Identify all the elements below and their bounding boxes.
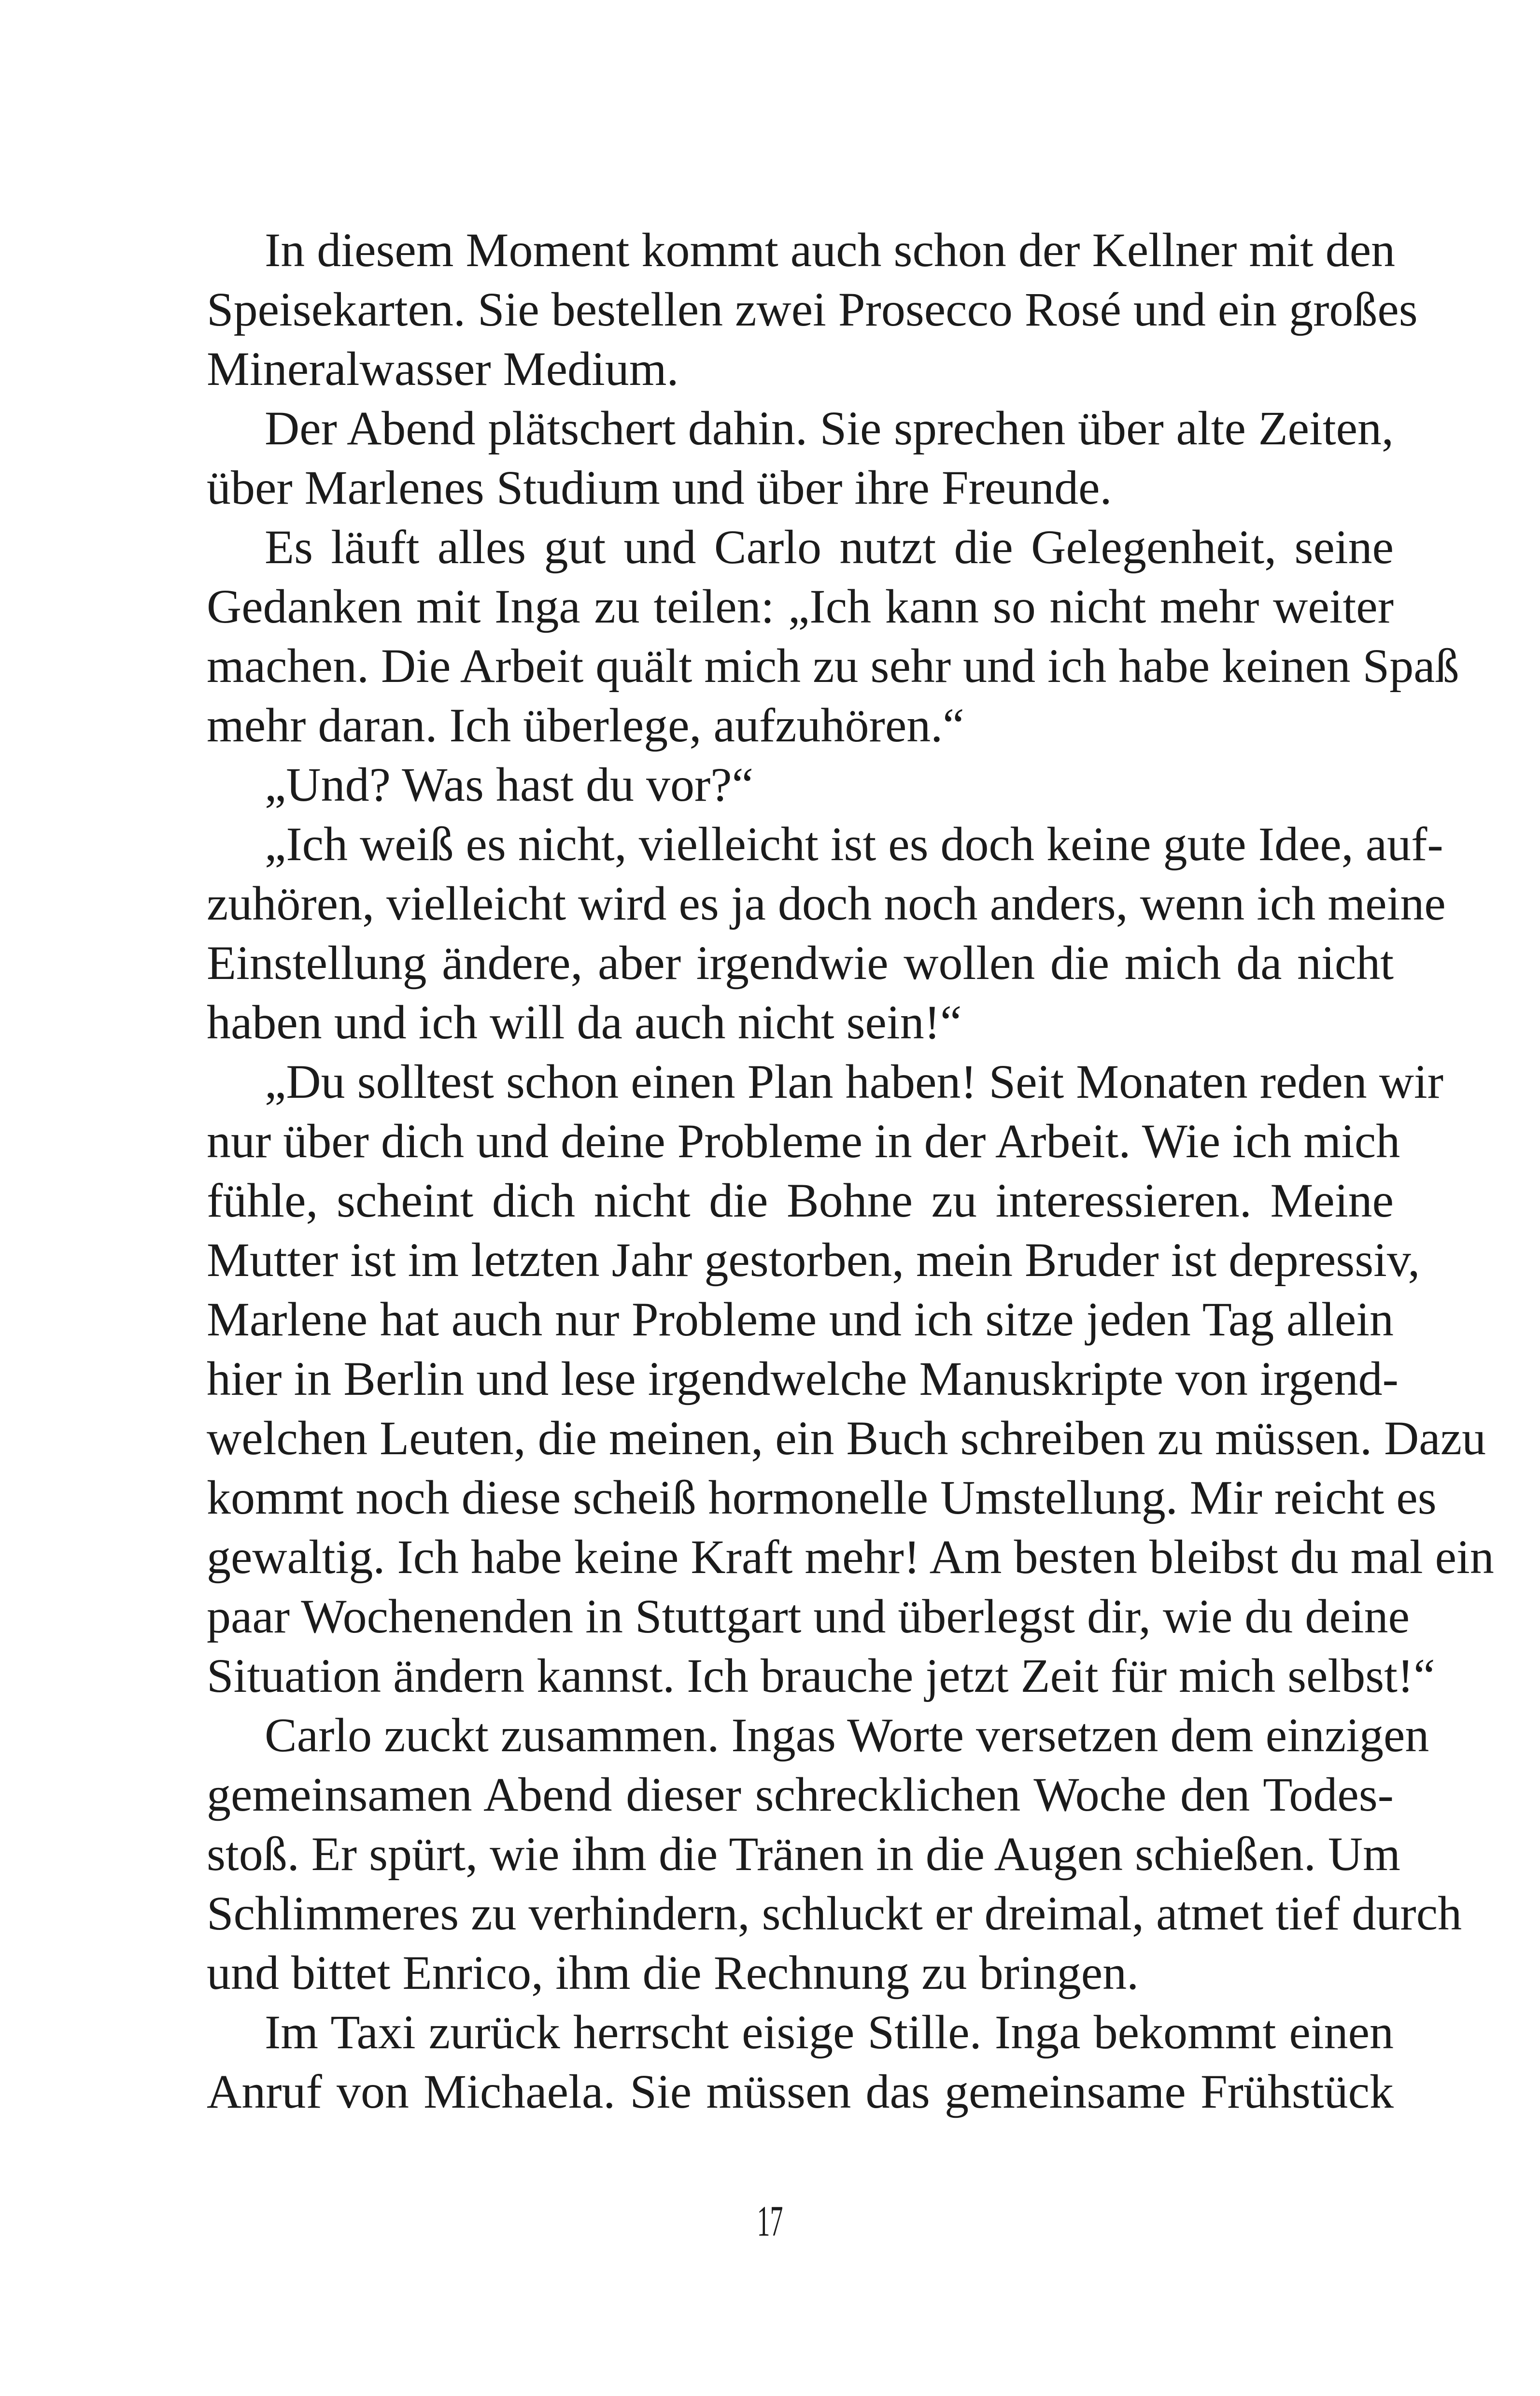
text-line: „Ich weiß es nicht, vielleicht ist es doch keine gute Idee, auf- bbox=[265, 817, 1443, 871]
paragraph bbox=[207, 220, 1418, 398]
body-text bbox=[207, 220, 1494, 2121]
text-line: haben und ich will da auch nicht sein!“ bbox=[207, 995, 962, 1049]
text-line: welchen Leuten, die meinen, ein Buch schreiben zu müssen. Dazu bbox=[207, 1411, 1486, 1465]
text-line: stoß. Er spürt, wie ihm die Tränen in die Augen schießen. Um bbox=[207, 1827, 1400, 1881]
text-line: kommt noch diese scheiß hormonelle Umstellung. Mir reicht es bbox=[207, 1471, 1437, 1524]
text-line: mehr daran. Ich überlege, aufzuhören.“ bbox=[207, 698, 964, 752]
text-line: paar Wochenenden in Stuttgart und überlegst dir, wie du deine bbox=[207, 1589, 1410, 1643]
text-line: gewaltig. Ich habe keine Kraft mehr! Am besten bleibst du mal ein bbox=[207, 1530, 1494, 1584]
text-line: Einstellung ändere, aber irgendwie wollen die mich da nicht bbox=[207, 936, 1394, 990]
text-line: Carlo zuckt zusammen. Ingas Worte versetzen dem einzigen bbox=[265, 1708, 1429, 1762]
paragraph bbox=[207, 2002, 1394, 2121]
paragraph bbox=[207, 1705, 1462, 2002]
page-number: 17 bbox=[757, 2198, 783, 2245]
text-line: nur über dich und deine Probleme in der Arbeit. Wie ich mich bbox=[207, 1114, 1400, 1168]
text-line: und bittet Enrico, ihm die Rechnung zu bringen. bbox=[207, 1946, 1139, 1999]
text-line: zuhören, vielleicht wird es ja doch noch anders, wenn ich meine bbox=[207, 877, 1446, 930]
text-line: über Marlenes Studium und über ihre Freunde. bbox=[207, 461, 1112, 514]
paragraph bbox=[207, 398, 1394, 517]
text-line: Anruf von Michaela. Sie müssen das gemeinsame Frühstück bbox=[207, 2065, 1394, 2118]
text-line: „Und? Was hast du vor?“ bbox=[265, 758, 754, 811]
text-line: Gedanken mit Inga zu teilen: „Ich kann so nicht mehr weiter bbox=[207, 580, 1394, 633]
text-line: Mutter ist im letzten Jahr gestorben, mein Bruder ist depressiv, bbox=[207, 1233, 1420, 1287]
text-line: „Du solltest schon einen Plan haben! Seit Monaten reden wir bbox=[265, 1055, 1444, 1108]
paragraph bbox=[207, 755, 1394, 814]
text-line: Der Abend plätschert dahin. Sie sprechen über alte Zeiten, bbox=[265, 401, 1394, 455]
text-line: machen. Die Arbeit quält mich zu sehr und ich habe keinen Spaß bbox=[207, 639, 1459, 693]
text-line: gemeinsamen Abend dieser schrecklichen Woche den Todes- bbox=[207, 1768, 1394, 1821]
text-line: In diesem Moment kommt auch schon der Kellner mit den bbox=[265, 223, 1396, 277]
text-line: hier in Berlin und lese irgendwelche Manuskripte von irgend- bbox=[207, 1352, 1399, 1405]
paragraph bbox=[207, 814, 1446, 1052]
text-line: Speisekarten. Sie bestellen zwei Prosecco Rosé und ein großes bbox=[207, 283, 1418, 336]
text-line: Schlimmeres zu verhindern, schluckt er dreimal, atmet tief durch bbox=[207, 1886, 1462, 1940]
text-line: fühle, scheint dich nicht die Bohne zu interessieren. Meine bbox=[207, 1174, 1394, 1227]
text-line: Situation ändern kannst. Ich brauche jetzt Zeit für mich selbst!“ bbox=[207, 1649, 1435, 1702]
text-line: Marlene hat auch nur Probleme und ich sitze jeden Tag allein bbox=[207, 1292, 1394, 1346]
text-line: Es läuft alles gut und Carlo nutzt die Gelegenheit, seine bbox=[265, 520, 1394, 574]
text-line: Im Taxi zurück herrscht eisige Stille. Inga bekommt einen bbox=[265, 2005, 1394, 2059]
paragraph bbox=[207, 1052, 1494, 1705]
text-line: Mineralwasser Medium. bbox=[207, 342, 679, 396]
paragraph bbox=[207, 517, 1459, 755]
